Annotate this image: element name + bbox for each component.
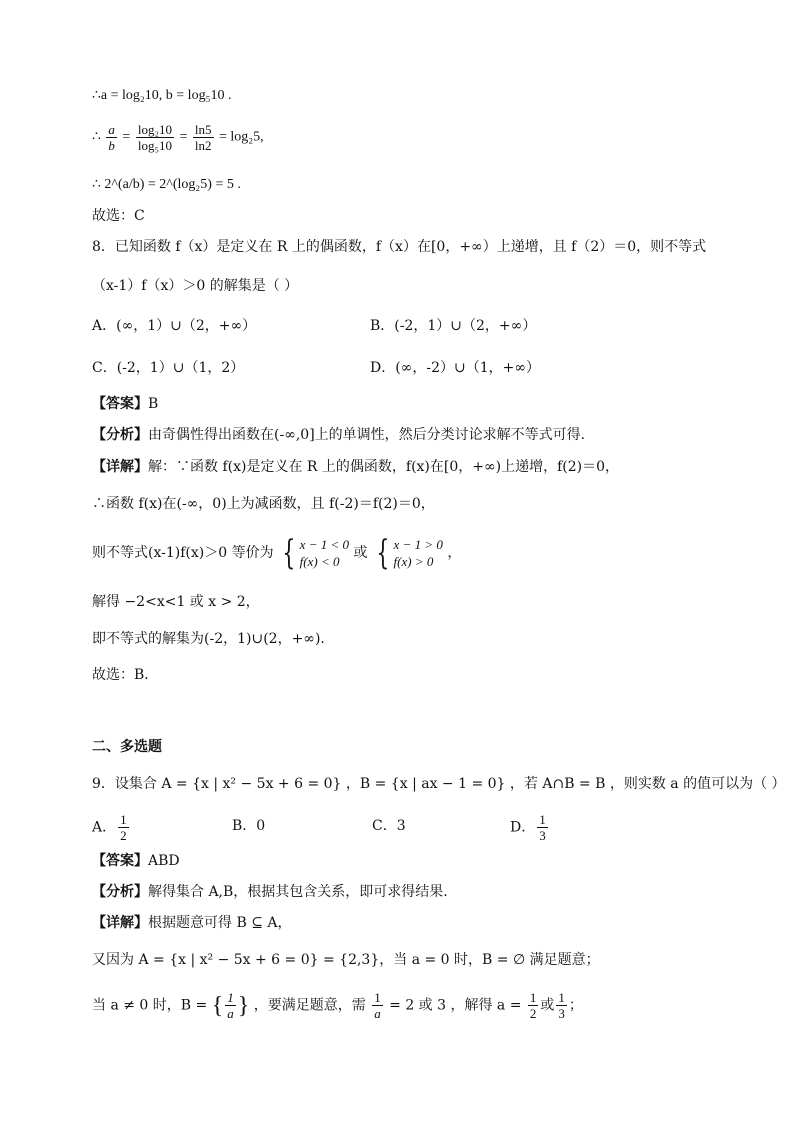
left-brace-icon: { <box>282 533 296 573</box>
section-title: 二、多选题 <box>92 739 162 755</box>
detail-tag: 【详解】 <box>92 459 148 475</box>
q8-option-a: A．(∞，1）∪（2，+∞） <box>92 318 257 334</box>
q9-option-b: B．0 <box>232 818 266 834</box>
prev-choice: 故选：C <box>92 208 145 224</box>
analysis-text: 由奇偶性得出函数在(-∞,0]上的单调性，然后分类讨论求解不等式可得. <box>148 427 586 443</box>
fraction-ln-ratio: $\frac{\ln 5}{\ln 2}$ <box>194 122 212 153</box>
answer-value: ABD <box>148 853 180 869</box>
q9-option-d-fraction: $\frac{1}{3}$ <box>539 812 546 843</box>
inequality-system-2: { x − 1 > 0 f(x) > 0 <box>376 533 443 573</box>
q8-stem-line-2: （x-1）f（x）＞0 的解集是（ ） <box>92 278 299 294</box>
root-1-fraction: $\frac{1}{2}$ <box>529 990 537 1021</box>
answer-value: B <box>148 396 159 412</box>
q9-analysis <box>92 882 448 902</box>
q8-answer <box>92 394 158 414</box>
detail-3-or: 或 <box>353 545 368 561</box>
analysis-tag: 【分析】 <box>92 884 148 900</box>
detail-text: 根据题意可得 B ⊆ A， <box>148 915 292 931</box>
q8-analysis <box>92 425 585 445</box>
log-result: = log₂5, <box>219 129 264 145</box>
detail-text: 解：∵函数 f(x)是定义在 R 上的偶函数，f(x)在[0，+∞)上递增，f(2)＝0， <box>148 459 620 475</box>
q9-option-a-fraction: $\frac{1}{2}$ <box>120 812 127 843</box>
q8-option-b: B．(-2，1）∪（2，+∞） <box>370 318 537 334</box>
q8-detail-1 <box>92 457 619 477</box>
q9-option-c: C．3 <box>372 818 406 834</box>
q9-detail-3: 当 a ≠ 0 时，B = { $\frac{1}{a}$ } ，要满足题意，需 $\frac{1}{a}$ = 2 或 3 ，解得 a = $\frac{1}{2}$ 或 $\frac{1}{3}$ ； <box>92 990 583 1021</box>
therefore-symbol: ∴ <box>92 129 101 145</box>
left-brace-icon: { <box>376 533 390 573</box>
q8-detail-4: 解得 −2<x<1 或 x > 2， <box>92 594 260 610</box>
q9-detail-2: 又因为 A = {x | x² − 5x + 6 = 0} = {2,3}，当 a = 0 时，B = ∅ 满足题意； <box>92 952 600 968</box>
detail-tag: 【详解】 <box>92 915 148 931</box>
q8-detail-2: ∴函数 f(x)在(-∞，0)上为减函数，且 f(-2)＝f(2)＝0， <box>92 496 435 512</box>
one-over-a-fraction: $\frac{1}{a}$ <box>374 990 381 1021</box>
q9-detail-1 <box>92 913 291 933</box>
inequality-system-1: { x − 1 < 0 f(x) < 0 <box>282 533 349 573</box>
root-2-fraction: $\frac{1}{3}$ <box>558 990 565 1021</box>
analysis-tag: 【分析】 <box>92 427 148 443</box>
q8-option-d: D．(∞，-2）∪（1，+∞） <box>370 360 541 376</box>
q9-answer <box>92 851 180 871</box>
answer-tag: 【答案】 <box>92 396 148 412</box>
detail-3-prefix: 则不等式(x-1)f(x)＞0 等价为 <box>92 545 274 561</box>
q9-option-a: A． $\frac{1}{2}$ <box>92 812 127 843</box>
q9-stem: 9．设集合 A = {x | x² − 5x + 6 = 0} ，B = {x | ax − 1 = 0} ，若 A∩B = B ，则实数 a 的值可以为（ ） <box>92 776 786 792</box>
q8-stem-line-1: 8．已知函数 f（x）是定义在 R 上的偶函数，f（x）在[0，+∞）上递增，且 f（2）＝0，则不等式 <box>92 239 707 255</box>
q8-option-c: C．(-2，1）∪（1，2） <box>92 360 245 376</box>
q8-detail-3 <box>92 533 462 573</box>
prev-line-3: ∴ 2^(a/b) = 2^(log₂5) = 5 . <box>92 177 241 192</box>
prev-line-2: ∴ $\frac{a}{b}$ = $\frac{\text{log₂10}}{\text{log₅10}}$ = $\frac{\ln 5}{\ln 2}$ = log₂5, <box>92 122 264 153</box>
fraction-log-ratio: $\frac{\text{log₂10}}{\text{log₅10}}$ <box>137 122 172 153</box>
q8-detail-5: 即不等式的解集为(-2，1)∪(2，+∞). <box>92 631 325 647</box>
q8-choice: 故选：B． <box>92 667 159 683</box>
prev-line-1: ∴a = log₂10, b = log₅10 . <box>92 88 232 103</box>
detail-3-tail: ， <box>447 545 462 561</box>
fraction-a-over-b: $\frac{a}{b}$ <box>108 122 115 153</box>
q9-option-d: D． $\frac{1}{3}$ <box>510 812 546 843</box>
set-b-braces: { $\frac{1}{a}$ } <box>211 990 250 1021</box>
answer-tag: 【答案】 <box>92 853 148 869</box>
analysis-text: 解得集合 A,B，根据其包含关系，即可求得结果. <box>148 884 448 900</box>
